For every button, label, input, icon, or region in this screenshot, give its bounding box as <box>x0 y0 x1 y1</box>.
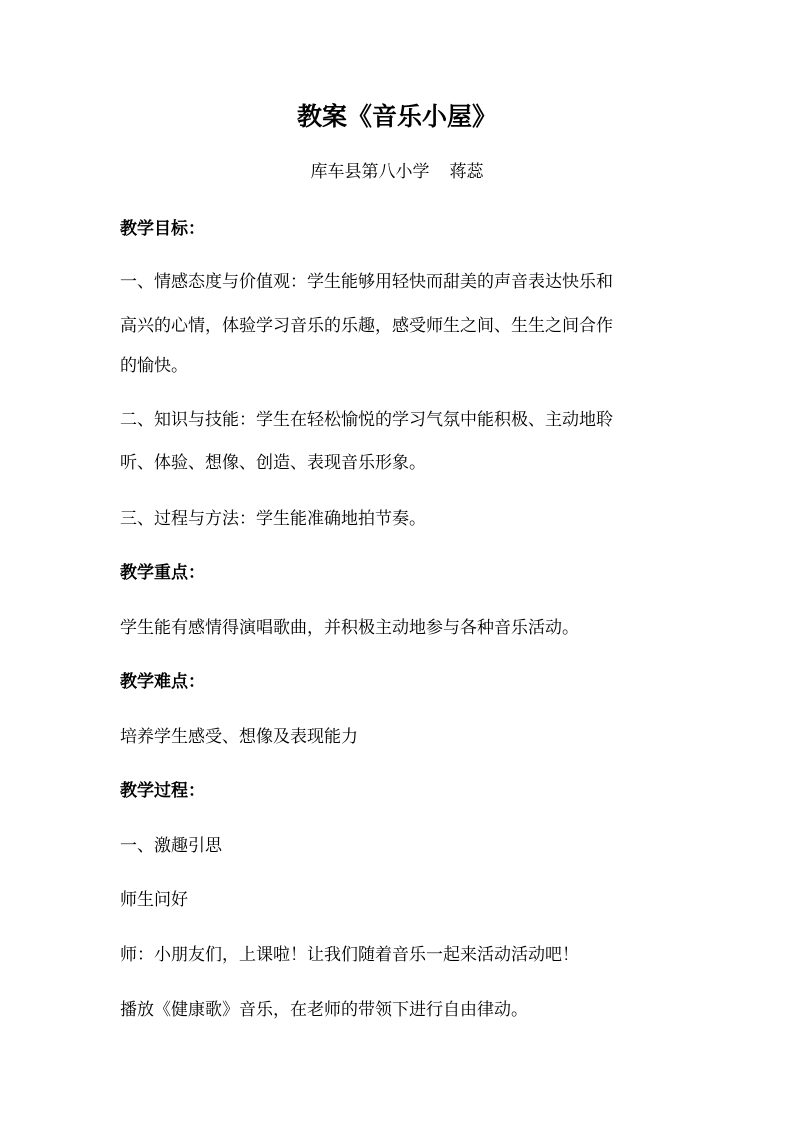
teaching-goals-heading: 教学目标： <box>120 219 205 239</box>
goal-1-line-3: 的愉快。 <box>120 356 188 376</box>
difficulty-heading: 教学难点： <box>120 672 205 692</box>
author-name: 蒋蕊 <box>449 162 484 182</box>
author-school: 库车县第八小学 <box>310 162 430 182</box>
author-line <box>0 160 794 184</box>
process-heading: 教学过程： <box>120 781 205 801</box>
process-step-1: 一、激趣引思 <box>120 836 222 856</box>
process-music-line: 播放《健康歌》音乐，在老师的带领下进行自由律动。 <box>120 1000 528 1020</box>
process-teacher-line: 师：小朋友们，上课啦！让我们随着音乐一起来活动活动吧！ <box>120 945 579 965</box>
goal-2-line-1: 二、知识与技能：学生在轻松愉悦的学习气氛中能积极、主动地聆 <box>120 410 613 430</box>
goal-1-line-1: 一、情感态度与价值观：学生能够用轻快而甜美的声音表达快乐和 <box>120 272 613 292</box>
key-point-heading: 教学重点： <box>120 563 205 583</box>
goal-1-line-2: 高兴的心情，体验学习音乐的乐趣，感受师生之间、生生之间合作 <box>120 316 613 336</box>
goal-2-line-2: 听、体验、想像、创造、表现音乐形象。 <box>120 453 426 473</box>
key-point-text: 学生能有感情得演唱歌曲，并积极主动地参与各种音乐活动。 <box>120 618 579 638</box>
difficulty-text: 培养学生感受、想像及表现能力 <box>120 727 358 747</box>
goal-3-line-1: 三、过程与方法：学生能准确地拍节奏。 <box>120 509 426 529</box>
process-greeting: 师生问好 <box>120 890 188 910</box>
page-title: 教案《音乐小屋》 <box>296 102 497 131</box>
